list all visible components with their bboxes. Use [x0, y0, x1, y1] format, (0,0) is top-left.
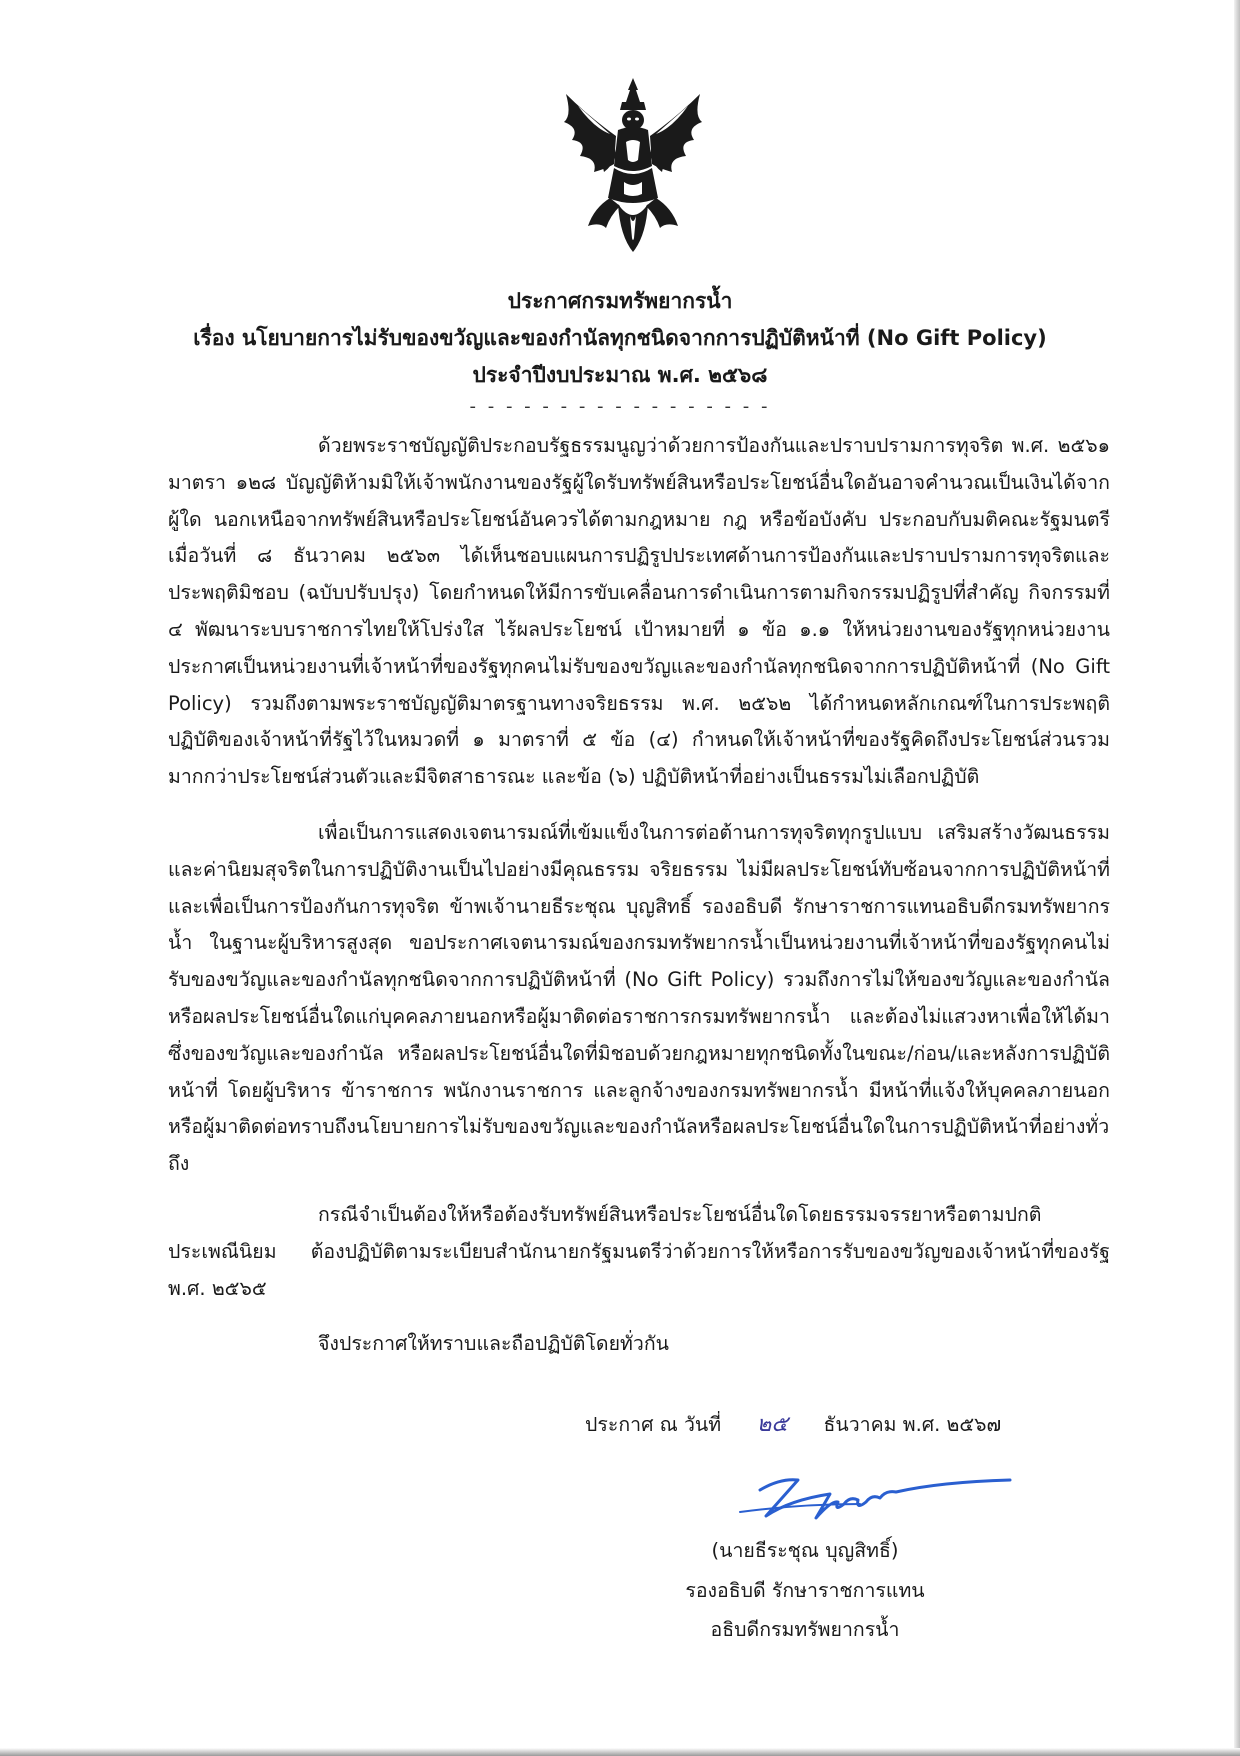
signer-position-2: อธิบดีกรมทรัพยากรน้ำ	[710, 1618, 900, 1641]
scan-bottom-shadow	[0, 1748, 1240, 1756]
handwritten-signature	[720, 1460, 1020, 1530]
body-paragraph-1	[168, 428, 1110, 796]
announcement-date	[585, 1406, 1001, 1441]
date-day-handwritten: ๒๕	[756, 1412, 788, 1437]
announcement-title: ประกาศกรมทรัพยากรน้ำ	[507, 289, 733, 313]
garuda-emblem-icon	[558, 76, 708, 254]
body-paragraph-2-text: เพื่อเป็นการแสดงเจตนารมณ์ที่เข้มแข็งในการต่อต้านการทุจริตทุกรูปแบบ เสริมสร้างวัฒนธรรม และค่านิยมสุจริตในการปฏิบัติงานเป็นไปอย่างมีคุณธรรม จริยธรรม ไม่มีผลประโยชน์ทับซ้อนจากการปฏิบัติหน้าที่และเพื่อเป็นการป้องกันการทุจริต ข้าพเจ้านายธีระชุณ บุญสิทธิ์ รองอธิบดี รักษาราชการแทนอธิบดีกรมทรัพยากรน้ำ ในฐานะผู้บริหารสูงสุด ขอประกาศเจตนารมณ์ของกรมทรัพยากรน้ำเป็นหน่วยงานที่เจ้าหน้าที่ของรัฐทุกคนไม่รับของขวัญและของกำนัลทุกชนิดจากการปฏิบัติหน้าที่ (No Gift Policy) รวมถึงการไม่ให้ของขวัญและของกำนัล หรือผลประโยชน์อื่นใดแก่บุคคลภายนอกหรือผู้มาติดต่อราชการกรมทรัพยากรน้ำ และต้องไม่แสวงหาเพื่อให้ได้มาซึ่งของขวัญและของกำนัล หรือผลประโยชน์อื่นใดที่มิชอบด้วยกฎหมายทุกชนิดทั้งในขณะ/ก่อน/และหลังการปฏิบัติหน้าที่ โดยผู้บริหาร ข้าราชการ พนักงานราชการ และลูกจ้างของกรมทรัพยากรน้ำ มีหน้าที่แจ้งให้บุคคลภายนอกหรือผู้มาติดต่อทราบถึงนโยบายการไม่รับของขวัญและของกำนัลหรือผลประโยชน์อื่นใดในการปฏิบัติหน้าที่อย่างทั่วถึง	[168, 821, 1110, 1176]
body-paragraph-2	[168, 815, 1110, 1183]
signer-position-1: รองอธิบดี รักษาราชการแทน	[685, 1579, 925, 1602]
announcement-subject: เรื่อง นโยบายการไม่รับของขวัญและของกำนัลทุกชนิดจากการปฏิบัติหน้าที่ (No Gift Policy)	[193, 326, 1047, 350]
date-prefix: ประกาศ ณ วันที่	[585, 1413, 722, 1436]
body-paragraph-3-text: กรณีจำเป็นต้องให้หรือต้องรับทรัพย์สินหรือประโยชน์อื่นใดโดยธรรมจรรยาหรือตามปกติประเพณีนิยม ต้องปฏิบัติตามระเบียบสำนักนายกรัฐมนตรีว่าด้วยการให้หรือการรับของขวัญของเจ้าหน้าที่ของรัฐ พ.ศ. ๒๕๖๕	[168, 1203, 1110, 1300]
body-paragraph-3	[168, 1197, 1110, 1307]
body-paragraph-1-text: ด้วยพระราชบัญญัติประกอบรัฐธรรมนูญว่าด้วยการป้องกันและปราบปรามการทุจริต พ.ศ. ๒๕๖๑ มาตรา ๑๒๘ บัญญัติห้ามมิให้เจ้าพนักงานของรัฐผู้ใดรับทรัพย์สินหรือประโยชน์อื่นใดอันอาจคำนวณเป็นเงินได้จากผู้ใด นอกเหนือจากทรัพย์สินหรือประโยชน์อันควรได้ตามกฎหมาย กฎ หรือข้อบังคับ ประกอบกับมติคณะรัฐมนตรีเมื่อวันที่ ๘ ธันวาคม ๒๕๖๓ ได้เห็นชอบแผนการปฏิรูปประเทศด้านการป้องกันและปราบปรามการทุจริตและประพฤติมิชอบ (ฉบับปรับปรุง) โดยกำหนดให้มีการขับเคลื่อนการดำเนินการตามกิจกรรมปฏิรูปที่สำคัญ กิจกรรมที่ ๔ พัฒนาระบบราชการไทยให้โปร่งใส ไร้ผลประโยชน์ เป้าหมายที่ ๑ ข้อ ๑.๑ ให้หน่วยงานของรัฐทุกหน่วยงานประกาศเป็นหน่วยงานที่เจ้าหน้าที่ของรัฐทุกคนไม่รับของขวัญและของกำนัลทุกชนิดจากการปฏิบัติหน้าที่ (No Gift Policy) รวมถึงตามพระราชบัญญัติมาตรฐานทางจริยธรรม พ.ศ. ๒๕๖๒ ได้กำหนดหลักเกณฑ์ในการประพฤติปฏิบัติของเจ้าหน้าที่รัฐไว้ในหมวดที่ ๑ มาตราที่ ๕ ข้อ (๔) กำหนดให้เจ้าหน้าที่ของรัฐคิดถึงประโยชน์ส่วนรวมมากกว่าประโยชน์ส่วนตัวและมีจิตสาธารณะ และข้อ (๖) ปฏิบัติหน้าที่อย่างเป็นธรรมไม่เลือกปฏิบัติ	[168, 434, 1110, 789]
signer-name: (นายธีระชุณ บุญสิทธิ์)	[711, 1539, 899, 1562]
date-suffix: ธันวาคม พ.ศ. ๒๕๖๗	[823, 1413, 1002, 1436]
closing-statement: จึงประกาศให้ทราบและถือปฏิบัติโดยทั่วกัน	[318, 1332, 669, 1355]
announcement-fiscal-year: ประจำปีงบประมาณ พ.ศ. ๒๕๖๘	[472, 363, 768, 387]
scan-edge-shadow	[1234, 0, 1240, 1756]
header-separator: - - - - - - - - - - - - - - - - -	[469, 396, 771, 417]
